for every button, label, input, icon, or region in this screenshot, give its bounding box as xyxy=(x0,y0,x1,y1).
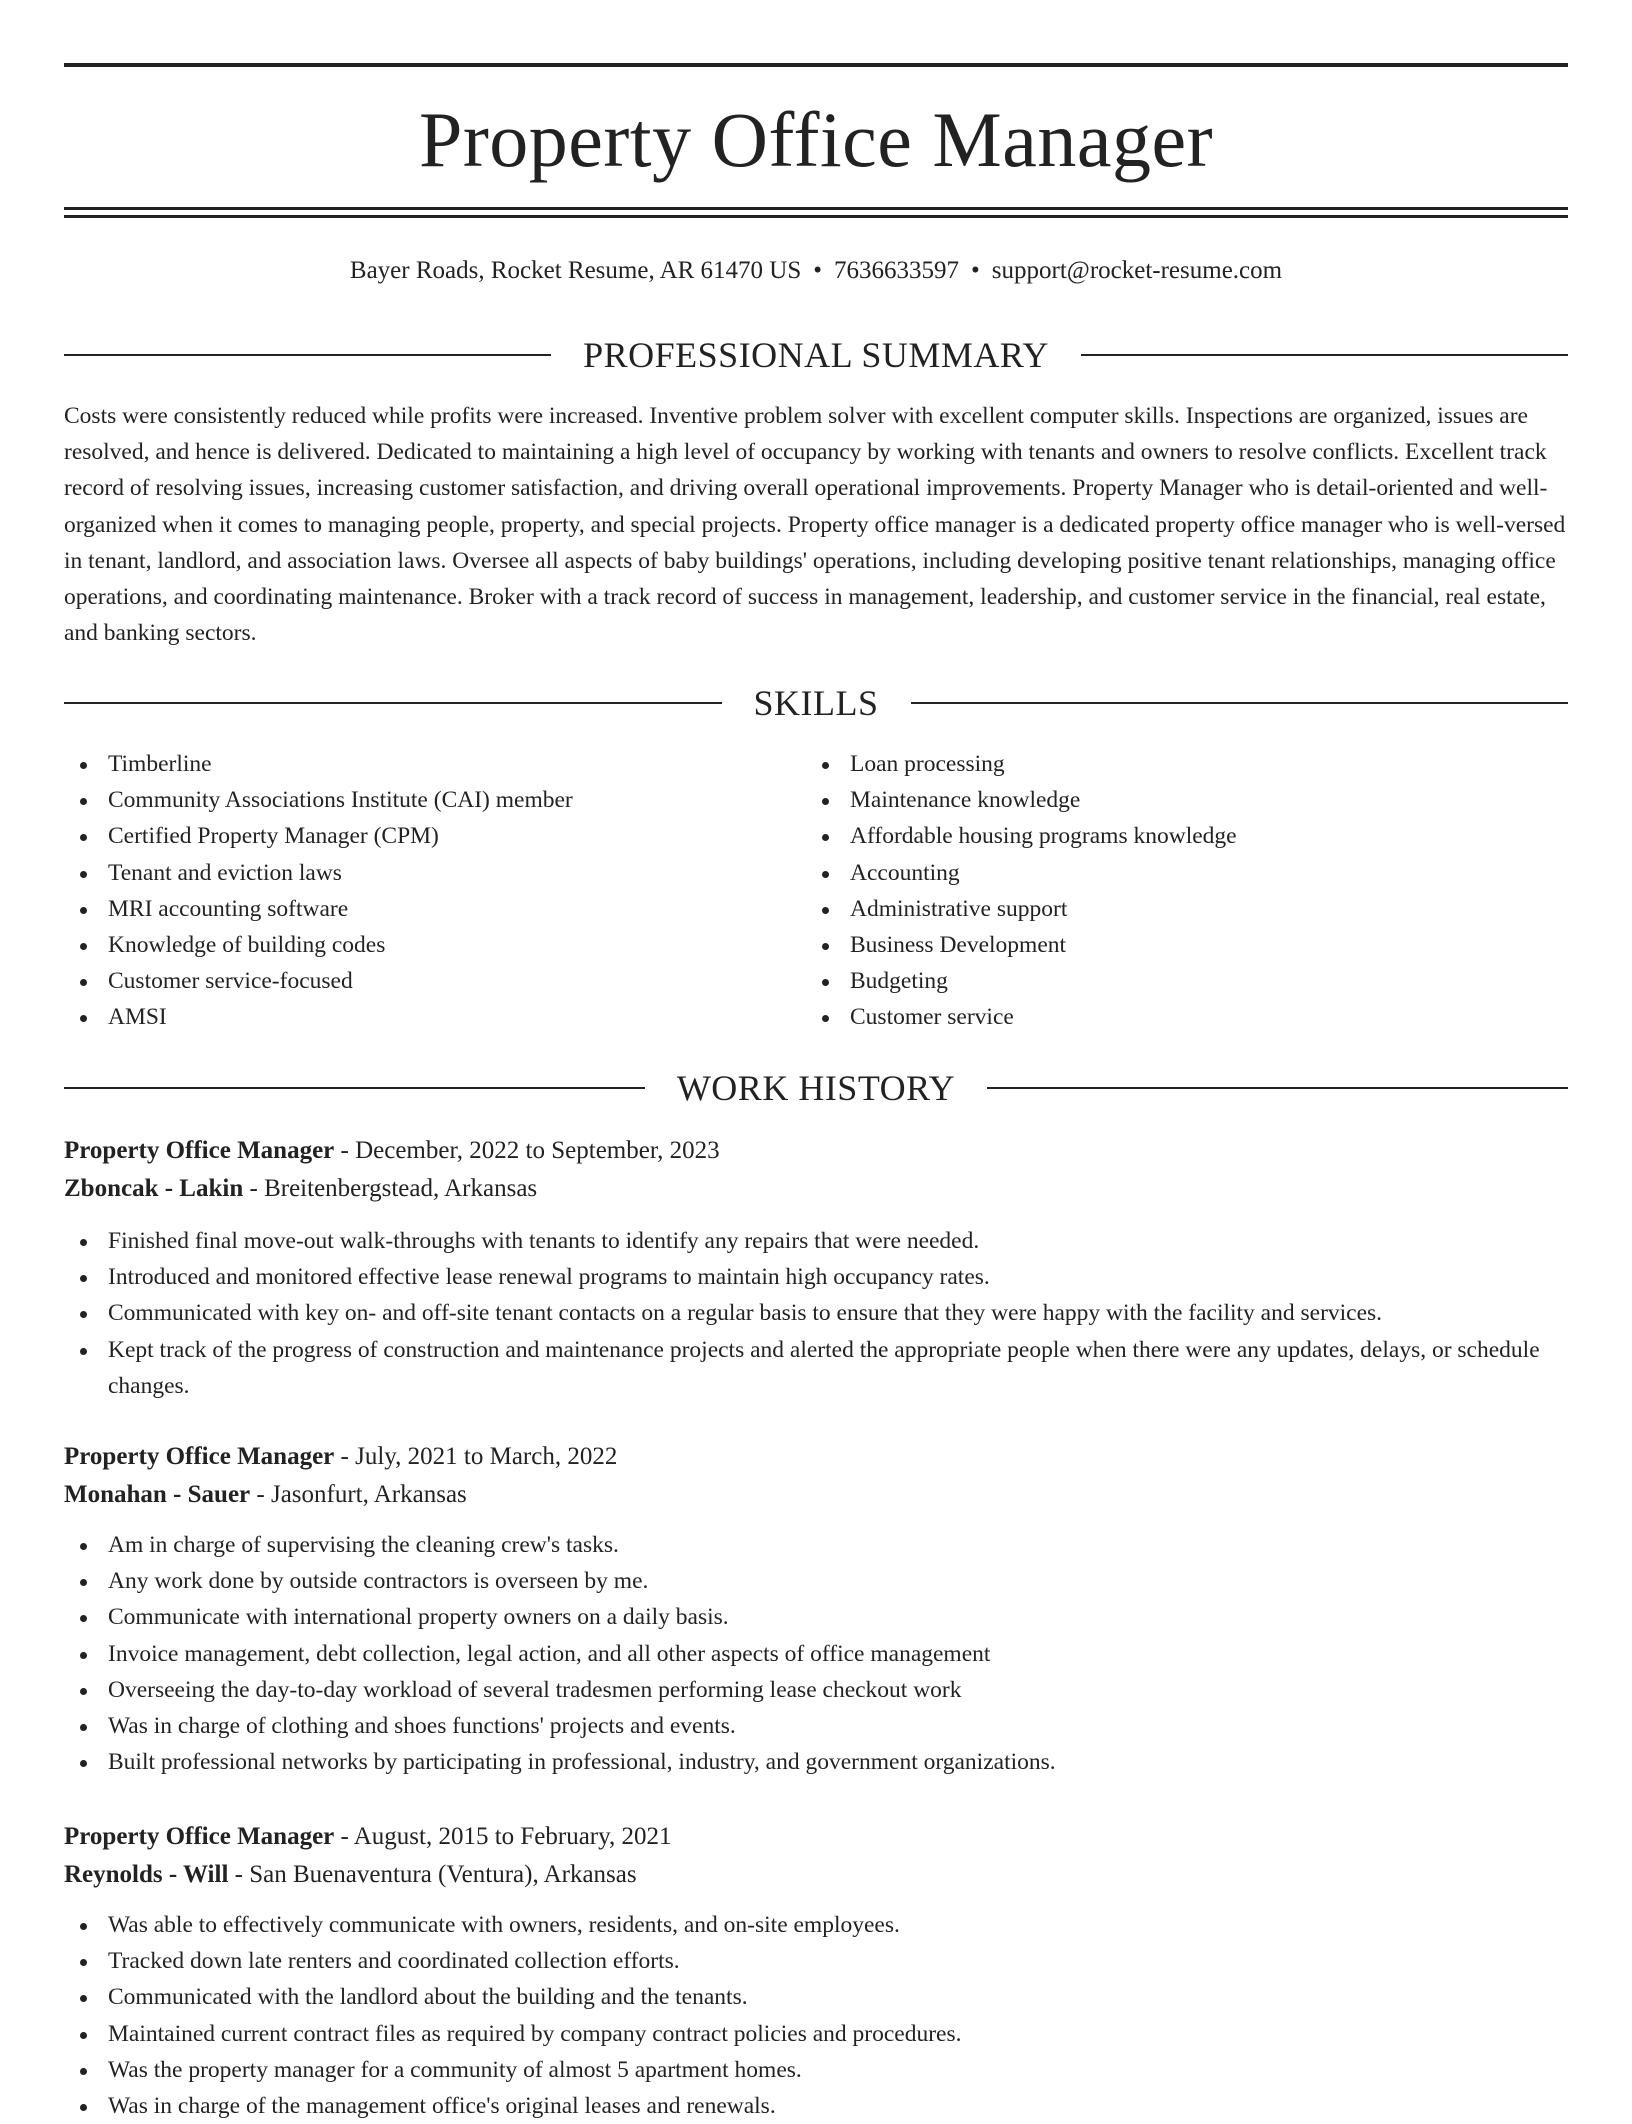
job-dates: - July, 2021 to March, 2022 xyxy=(334,1443,618,1470)
job-duty-item: Overseeing the day-to-day workload of several tradesmen performing lease checkout work xyxy=(64,1672,1568,1708)
section-title: WORK HISTORY xyxy=(676,1068,956,1108)
job-duty-item: Introduced and monitored effective lease renewal programs to maintain high occupancy rates. xyxy=(64,1259,1568,1295)
job-title: Property Office Manager xyxy=(64,1443,335,1470)
skill-item: Knowledge of building codes xyxy=(64,927,806,963)
job-dates: - August, 2015 to February, 2021 xyxy=(334,1823,672,1850)
skill-item: Accounting xyxy=(806,855,1568,891)
section-heading-work-history xyxy=(64,1066,1568,1110)
job-duty-item: Communicated with key on- and off-site tenant contacts on a regular basis to ensure that they were happy with the facility and services. xyxy=(64,1295,1568,1331)
job-duty-item: Tracked down late renters and coordinated collection efforts. xyxy=(64,1943,1568,1979)
job-title: Property Office Manager xyxy=(64,1137,335,1164)
contact-separator: • xyxy=(971,257,980,284)
job-duty-item: Communicate with international property owners on a daily basis. xyxy=(64,1599,1568,1635)
job-company: Reynolds - Will xyxy=(64,1861,229,1888)
job-duties xyxy=(64,1223,1568,1404)
skill-item: Business Development xyxy=(806,927,1568,963)
summary-text: Costs were consistently reduced while profits were increased. Inventive problem solver with excellent computer skills. Inspections are organized, issues are resolved, and hence is delivered. Dedicated to maintaining a high level of occupancy by working with tenants and owners to resolve conflicts. Excellent track record of resolving issues, increasing customer satisfaction, and driving overall operational improvements. Property Manager who is detail-oriented and well-organized when it comes to managing people, property, and special projects. Property office manager is a dedicated property office manager who is well-versed in tenant, landlord, and association laws. Oversee all aspects of baby buildings' operations, including developing positive tenant relationships, managing office operations, and coordinating maintenance. Broker with a track record of success in management, leadership, and customer service in the financial, real estate, and banking sectors. xyxy=(64,403,1566,647)
section-title: SKILLS xyxy=(753,683,879,723)
work-history-entry xyxy=(64,1818,1568,2124)
job-duty-item: Built professional networks by participating in professional, industry, and government organizations. xyxy=(64,1744,1568,1780)
job-title-line xyxy=(64,1438,1568,1476)
heading-rule xyxy=(64,702,722,704)
job-location: - San Buenaventura (Ventura), Arkansas xyxy=(228,1861,637,1888)
skill-item: Affordable housing programs knowledge xyxy=(806,818,1568,854)
skill-item: Administrative support xyxy=(806,891,1568,927)
skill-item: Maintenance knowledge xyxy=(806,782,1568,818)
heading-rule xyxy=(64,1087,645,1089)
header-double-rule xyxy=(64,207,1568,218)
work-history-entry xyxy=(64,1132,1568,1404)
skills-column-left xyxy=(64,746,806,1036)
job-location: - Breitenbergstead, Arkansas xyxy=(243,1175,538,1202)
job-duty-item: Was in charge of the management office's original leases and renewals. xyxy=(64,2088,1568,2124)
contact-separator: • xyxy=(813,257,823,284)
job-location: - Jasonfurt, Arkansas xyxy=(250,1481,467,1508)
job-company-line xyxy=(64,1170,1568,1208)
job-duty-item: Kept track of the progress of construction and maintenance projects and alerted the appropriate people when there were any updates, delays, or schedule changes. xyxy=(64,1332,1568,1404)
heading-rule xyxy=(987,1087,1568,1089)
section-heading-summary xyxy=(64,333,1568,377)
skill-item: Customer service xyxy=(806,999,1568,1035)
job-company-line xyxy=(64,1476,1568,1514)
job-duty-item: Was the property manager for a community of almost 5 apartment homes. xyxy=(64,2052,1568,2088)
job-dates: - December, 2022 to September, 2023 xyxy=(334,1137,720,1164)
job-title: Property Office Manager xyxy=(64,1823,335,1850)
skill-item: AMSI xyxy=(64,999,806,1035)
skills-list xyxy=(64,746,1568,1036)
job-duty-item: Maintained current contract files as required by company contract policies and procedures. xyxy=(64,2016,1568,2052)
job-duty-item: Finished final move-out walk-throughs with tenants to identify any repairs that were needed. xyxy=(64,1223,1568,1259)
job-duty-item: Any work done by outside contractors is overseen by me. xyxy=(64,1563,1568,1599)
job-duties xyxy=(64,1907,1568,2124)
resume-title: Property Office Manager xyxy=(418,96,1214,183)
skill-item: Customer service-focused xyxy=(64,963,806,999)
contact-line xyxy=(64,253,1568,289)
skill-item: Tenant and eviction laws xyxy=(64,855,806,891)
heading-rule xyxy=(64,354,551,356)
skill-item: MRI accounting software xyxy=(64,891,806,927)
heading-rule xyxy=(1081,354,1568,356)
job-title-line xyxy=(64,1132,1568,1170)
job-company: Zboncak - Lakin xyxy=(64,1175,244,1202)
section-heading-skills xyxy=(64,681,1568,725)
job-duties xyxy=(64,1527,1568,1780)
job-duty-item: Invoice management, debt collection, legal action, and all other aspects of office management xyxy=(64,1636,1568,1672)
skill-item: Community Associations Institute (CAI) member xyxy=(64,782,806,818)
skill-item: Timberline xyxy=(64,746,806,782)
contact-address: Bayer Roads, Rocket Resume, AR 61470 US xyxy=(349,257,802,284)
heading-rule xyxy=(911,702,1569,704)
skill-item: Loan processing xyxy=(806,746,1568,782)
contact-email[interactable]: support@rocket-resume.com xyxy=(991,257,1283,284)
section-title: PROFESSIONAL SUMMARY xyxy=(583,335,1049,375)
job-duty-item: Am in charge of supervising the cleaning crew's tasks. xyxy=(64,1527,1568,1563)
header-top-rule xyxy=(64,63,1568,67)
job-duty-item: Was in charge of clothing and shoes functions' projects and events. xyxy=(64,1708,1568,1744)
job-company: Monahan - Sauer xyxy=(64,1481,251,1508)
job-duty-item: Communicated with the landlord about the building and the tenants. xyxy=(64,1979,1568,2015)
job-company-line xyxy=(64,1856,1568,1894)
skills-column-right xyxy=(806,746,1568,1036)
contact-phone[interactable]: 7636633597 xyxy=(834,257,960,284)
job-title-line xyxy=(64,1818,1568,1856)
work-history-entry xyxy=(64,1438,1568,1780)
job-duty-item: Was able to effectively communicate with owners, residents, and on-site employees. xyxy=(64,1907,1568,1943)
skill-item: Budgeting xyxy=(806,963,1568,999)
skill-item: Certified Property Manager (CPM) xyxy=(64,818,806,854)
